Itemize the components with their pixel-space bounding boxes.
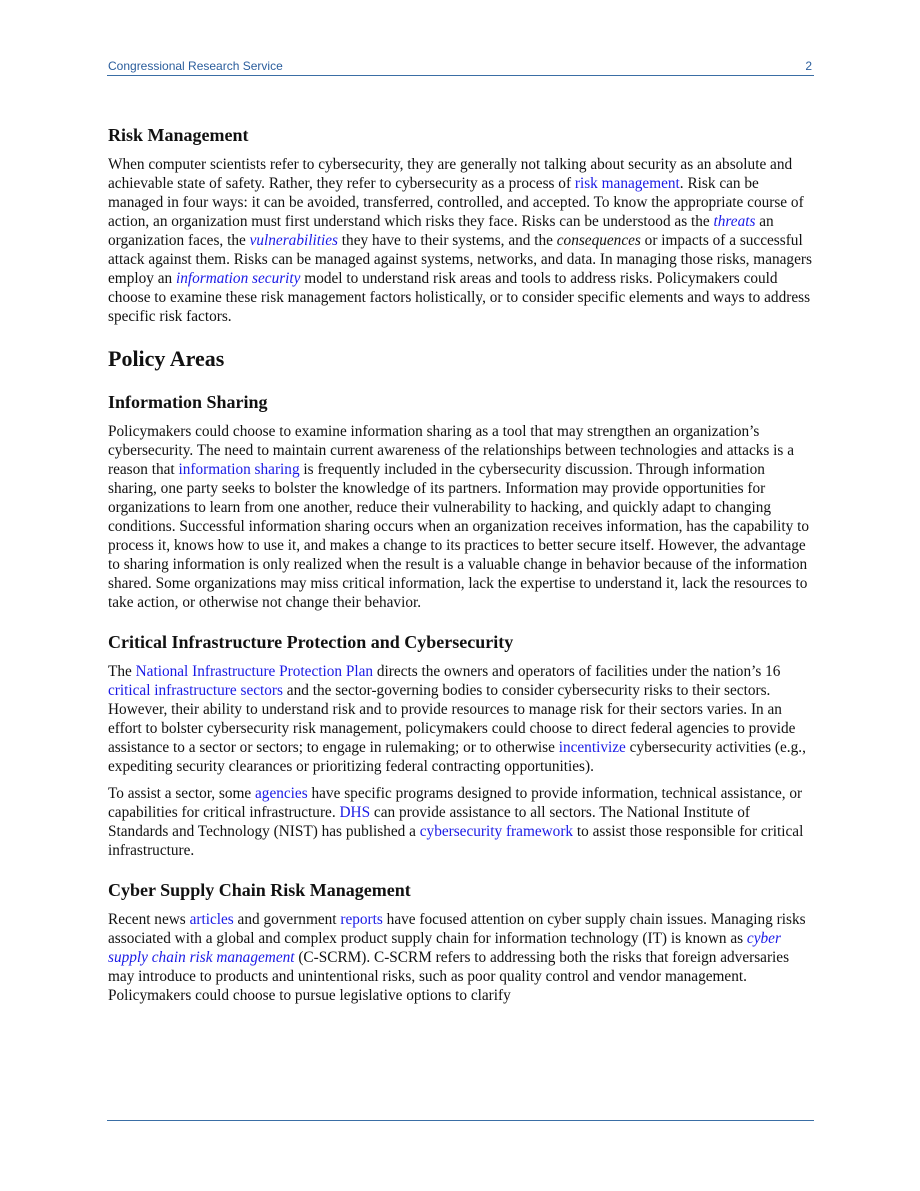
paragraph-information-sharing: Policymakers could choose to examine information sharing as a tool that may strengthen an organization’s cybersecurity. The need to maintain current awareness of the relationships between technologies and attacks is a reason that information sharing is frequently included in the cybersecurity discussion. Through information sharing, one party seeks to bolster the knowledge of its partners. Information may provide opportunities for organizations to learn from one another, reduce their vulnerability to hacking, and quickly adapt to changing conditions. Successful information sharing occurs when an organization receives information, has the capability to process it, knows how to use it, and makes a change to its practices to better secure itself. However, the advantage to sharing information is only realized when the result is a valuable change in behavior because of the information shared. Some organizations may miss critical information, lack the expertise to understand it, lack the resources to take action, or otherwise not change their behavior. — [108, 423, 810, 611]
heading-risk-management: Risk Management — [108, 125, 249, 145]
link-critical-infrastructure-sectors[interactable]: critical infrastructure sectors — [108, 682, 283, 699]
link-articles[interactable]: articles — [189, 911, 234, 928]
heading-information-sharing: Information Sharing — [108, 392, 268, 412]
link-threats[interactable]: threats — [713, 213, 756, 230]
link-dhs[interactable]: DHS — [339, 804, 371, 821]
link-information-sharing[interactable]: information sharing — [178, 461, 300, 478]
page-content — [108, 123, 813, 1005]
heading-policy-areas: Policy Areas — [108, 346, 225, 371]
heading-critical-infrastructure: Critical Infrastructure Protection and Cybersecurity — [108, 632, 514, 652]
page-header — [107, 58, 814, 76]
paragraph-critical-infrastructure-1: The National Infrastructure Protection Plan directs the owners and operators of facilities under the nation’s 16 critical infrastructure sectors and the sector-governing bodies to consider cybersecurity risks to their sectors. However, their ability to understand risk and to provide resources to manage risk for their sectors varies. In an effort to bolster cybersecurity risk management, policymakers could choose to direct federal agencies to provide assistance to a sector or sectors; to engage in rulemaking; or to otherwise incentivize cybersecurity activities (e.g., expediting security clearances or prioritizing federal contracting opportunities). — [108, 663, 806, 775]
link-information-security[interactable]: information security — [175, 270, 301, 287]
link-reports[interactable]: reports — [340, 911, 383, 928]
page-number: 2 — [805, 59, 812, 73]
heading-supply-chain: Cyber Supply Chain Risk Management — [108, 880, 411, 900]
footer-rule — [107, 1120, 814, 1121]
paragraph-critical-infrastructure-2: To assist a sector, some agencies have specific programs designed to provide information, technical assistance, or capabilities for critical infrastructure. DHS can provide assistance to all sectors. The National Institute of Standards and Technology (NIST) has published a cybersecurity framework to assist those responsible for critical infrastructure. — [108, 785, 804, 859]
link-incentivize[interactable]: incentivize — [558, 739, 626, 756]
paragraph-risk-management: When computer scientists refer to cybersecurity, they are generally not talking about security as an absolute and achievable state of safety. Rather, they refer to cybersecurity as a process of risk management. Risk can be managed in four ways: it can be avoided, transferred, controlled, and accepted. To know the appropriate course of action, an organization must first understand which risks they face. Risks can be understood as the threats an organization faces, the vulnerabilities they have to their systems, and the consequences or impacts of a successful attack against them. Risks can be managed against systems, networks, and data. In managing those risks, managers employ an information security model to understand risk areas and tools to address risks. Policymakers could choose to examine these risk management factors holistically, or to consider specific elements and ways to address specific risk factors. — [108, 156, 812, 325]
link-cybersecurity-framework[interactable]: cybersecurity framework — [419, 823, 574, 840]
link-cyber-supply-chain-risk-management[interactable]: cyber supply chain risk management — [108, 930, 781, 966]
paragraph-supply-chain: Recent news articles and government reports have focused attention on cyber supply chain issues. Managing risks associated with a global and complex product supply chain for information technology (IT) is known as cyber supply chain risk management (C-SCRM). C-SCRM refers to addressing both the risks that foreign adversaries may introduce to products and unintentional risks, such as poor quality control and vendor management. Policymakers could choose to pursue legislative options to clarify — [108, 911, 806, 1004]
header-source: Congressional Research Service — [108, 59, 283, 73]
link-vulnerabilities[interactable]: vulnerabilities — [249, 232, 338, 249]
emphasis-consequences: consequences — [556, 232, 641, 249]
link-risk-management[interactable]: risk management — [574, 175, 680, 192]
link-national-infrastructure-protection-plan[interactable]: National Infrastructure Protection Plan — [135, 663, 374, 680]
link-agencies[interactable]: agencies — [255, 785, 308, 802]
